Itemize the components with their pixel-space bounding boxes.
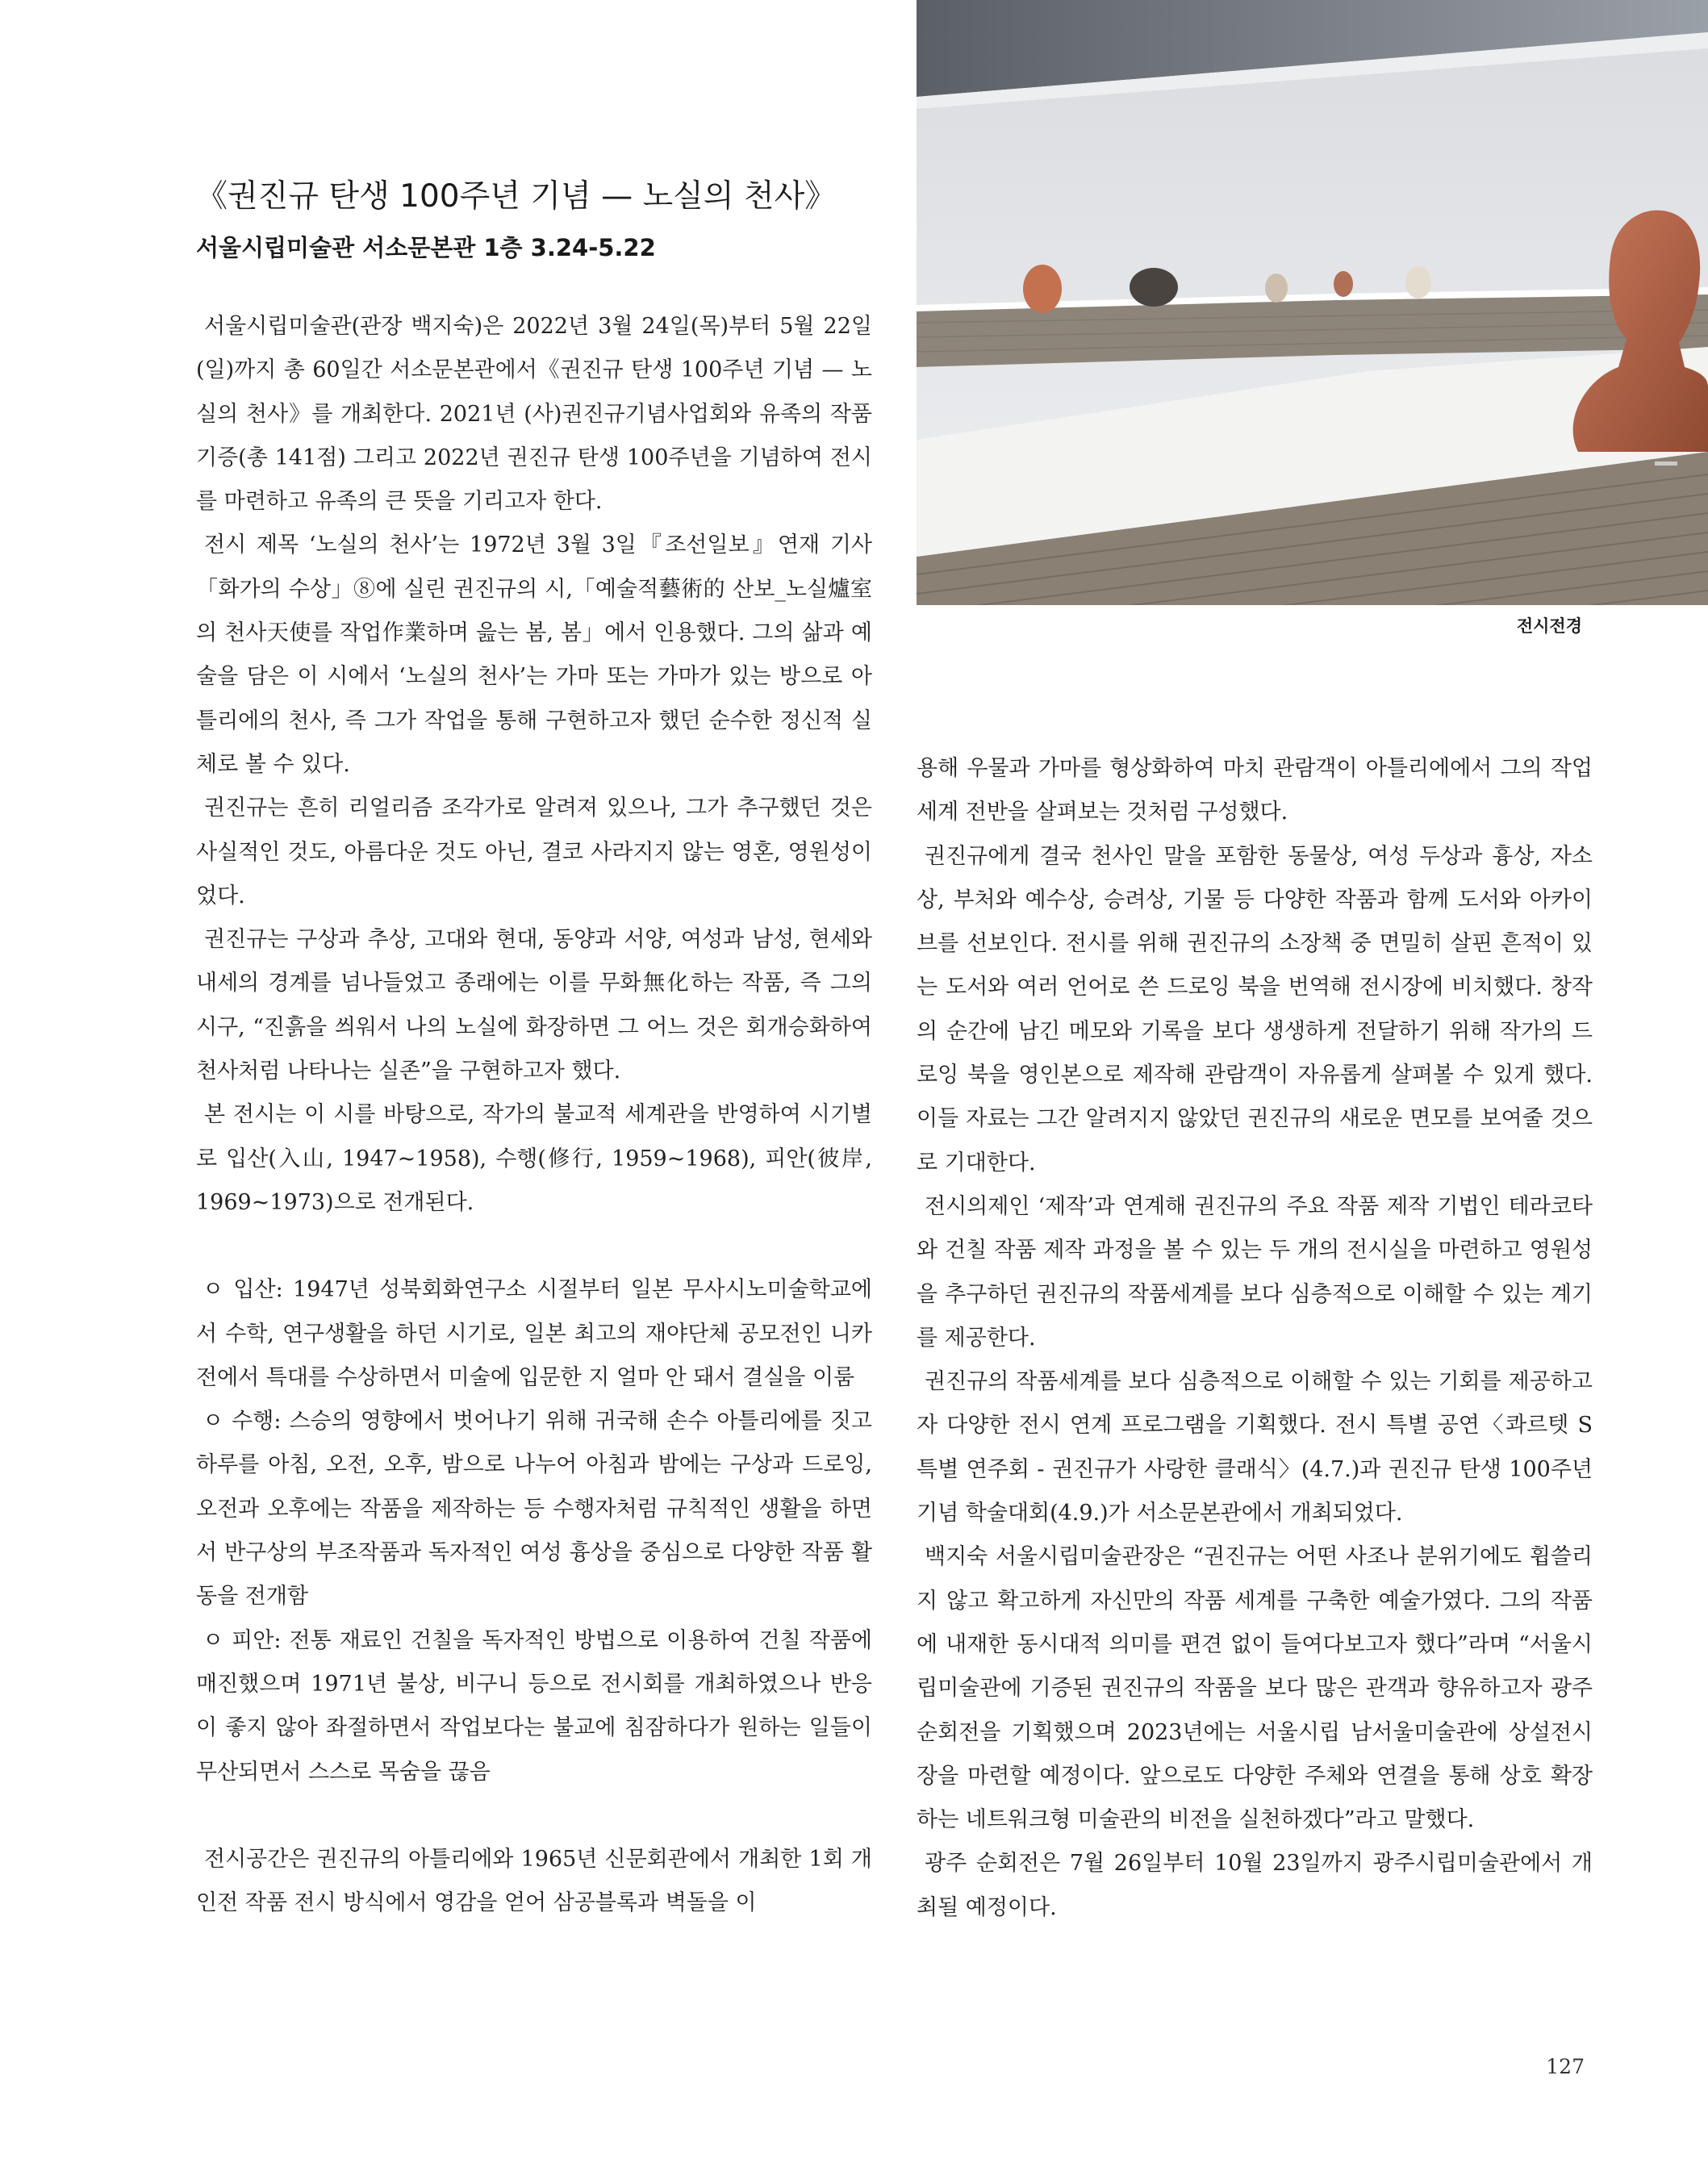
paragraph: 본 전시는 이 시를 바탕으로, 작가의 불교적 세계관을 반영하여 시기별로 입산(入山, 1947~1958), 수행(修行, 1959~1968), 피안(彼岸, 1969~1973)으로 전개된다. bbox=[196, 1102, 872, 1215]
right-column bbox=[917, 747, 1593, 1930]
photo-caption: 전시전경 bbox=[1516, 616, 1582, 636]
article-title: 《권진규 탄생 100주년 기념 — 노실의 천사》 bbox=[196, 178, 837, 215]
paragraph: 전시 제목 ‘노실의 천사’는 1972년 3월 3일『조선일보』연재 기사「화가의 수상」⑧에 실린 권진규의 시,「예술적藝術的 산보_노실爐室의 천사天使를 작업作業하며 읊는 봄, 봄」에서 인용했다. 그의 삶과 예술을 담은 이 시에서 ‘노실의 천사’는 가마 또는 가마가 있는 방으로 아틀리에의 천사, 즉 그가 작업을 통해 구현하고자 했던 순수한 정신적 실체로 볼 수 있다. bbox=[196, 532, 872, 777]
period-item-ipsan: ㅇ 입산: 1947년 성북회화연구소 시절부터 일본 무사시노미술학교에서 수학, 연구생활을 하던 시기로, 일본 최고의 재야단체 공모전인 니카전에서 특대를 수상하면서 미술에 입문한 지 얼마 안 돼서 결실을 이룸 bbox=[196, 1277, 872, 1390]
paragraph: 광주 순회전은 7월 26일부터 10월 23일까지 광주시립미술관에서 개최될 예정이다. bbox=[917, 1851, 1593, 1920]
paragraph: 권진규에게 결국 천사인 말을 포함한 동물상, 여성 두상과 흉상, 자소상, 부처와 예수상, 승려상, 기물 등 다양한 작품과 함께 도서와 아카이브를 선보인다. 전시를 위해 권진규의 소장책 중 면밀히 살핀 흔적이 있는 도서와 여러 언어로 쓴 드로잉 북을 번역해 전시장에 비치했다. 창작의 순간에 남긴 메모와 기록을 보다 생생하게 전달하기 위해 작가의 드로잉 북을 영인본으로 제작해 관람객이 자유롭게 살펴볼 수 있게 했다. 이들 자료는 그간 알려지지 않았던 권진규의 새로운 면모를 보여줄 것으로 기대한다. bbox=[917, 843, 1593, 1176]
period-item-suhaeng: ㅇ 수행: 스승의 영향에서 벗어나기 위해 귀국해 손수 아틀리에를 짓고 하루를 아침, 오전, 오후, 밤으로 나누어 아침과 밤에는 구상과 드로잉, 오전과 오후에는 작품을 제작하는 등 수행자처럼 규칙적인 생활을 하면서 반구상의 부조작품과 독자적인 여성 흉상을 중심으로 다양한 작품 활동을 전개함 bbox=[196, 1409, 872, 1610]
exhibition-photo bbox=[917, 0, 1708, 605]
exhibition-view-illustration bbox=[917, 0, 1708, 605]
article-subtitle: 서울시립미술관 서소문본관 1층 3.24-5.22 bbox=[196, 234, 656, 261]
paragraph: 전시의제인 ‘제작’과 연계해 권진규의 주요 작품 제작 기법인 테라코타와 건칠 작품 제작 과정을 볼 수 있는 두 개의 전시실을 마련하고 영원성을 추구하던 권진규의 작품세계를 보다 심층적으로 이해할 수 있는 계기를 제공한다. bbox=[917, 1193, 1593, 1351]
paragraph: 서울시립미술관(관장 백지숙)은 2022년 3월 24일(목)부터 5월 22일(일)까지 총 60일간 서소문본관에서《권진규 탄생 100주년 기념 — 노실의 천사》를 개최한다. 2021년 (사)권진규기념사업회와 유족의 작품 기증(총 141점) 그리고 2022년 권진규 탄생 100주년을 기념하여 전시를 마련하고 유족의 큰 뜻을 기리고자 한다. bbox=[196, 314, 872, 515]
period-item-pian: ㅇ 피안: 전통 재료인 건칠을 독자적인 방법으로 이용하여 건칠 작품에 매진했으며 1971년 불상, 비구니 등으로 전시회를 개최하였으나 반응이 좋지 않아 좌절하면서 작업보다는 불교에 침잠하다가 원하는 일들이 무산되면서 스스로 목숨을 끊음 bbox=[196, 1627, 872, 1785]
paragraph: 권진규는 구상과 추상, 고대와 현대, 동양과 서양, 여성과 남성, 현세와 내세의 경계를 넘나들었고 종래에는 이를 무화無化하는 작품, 즉 그의 시구, “진흙을 씌워서 나의 노실에 화장하면 그 어느 것은 회개승화하여 천사처럼 나타나는 실존”을 구현하고자 했다. bbox=[196, 927, 872, 1084]
paragraph: 권진규의 작품세계를 보다 심층적으로 이해할 수 있는 기회를 제공하고자 다양한 전시 연계 프로그램을 기획했다. 전시 특별 공연〈콰르텟 S 특별 연주회 - 권진규가 사랑한 클래식〉(4.7.)과 권진규 탄생 100주년 기념 학술대회(4.9.)가 서소문본관에서 개최되었다. bbox=[917, 1369, 1593, 1526]
paragraph: 권진규는 흔히 리얼리즘 조각가로 알려져 있으나, 그가 추구했던 것은 사실적인 것도, 아름다운 것도 아닌, 결코 사라지지 않는 영혼, 영원성이었다. bbox=[196, 796, 872, 908]
left-column bbox=[196, 305, 872, 1925]
paragraph: 백지숙 서울시립미술관장은 “권진규는 어떤 사조나 분위기에도 휩쓸리지 않고 확고하게 자신만의 작품 세계를 구축한 예술가였다. 그의 작품에 내재한 동시대적 의미를 편견 없이 들여다보고자 했다”라며 “서울시립미술관에 기증된 권진규의 작품을 보다 많은 관객과 향유하고자 광주 순회전을 기획했으며 2023년에는 서울시립 남서울미술관에 상설전시장을 마련할 예정이다. 앞으로도 다양한 주체와 연결을 통해 상호 확장하는 네트워크형 미술관의 비전을 실천하겠다”라고 말했다. bbox=[917, 1544, 1593, 1833]
page-number: 127 bbox=[1546, 2055, 1585, 2078]
paragraph: 전시공간은 권진규의 아틀리에와 1965년 신문회관에서 개최한 1회 개인전 작품 전시 방식에서 영감을 얻어 삼공블록과 벽돌을 이 bbox=[196, 1846, 872, 1916]
paragraph: 용해 우물과 가마를 형상화하여 마치 관람객이 아틀리에에서 그의 작업세계 전반을 살펴보는 것처럼 구성했다. bbox=[917, 756, 1593, 825]
